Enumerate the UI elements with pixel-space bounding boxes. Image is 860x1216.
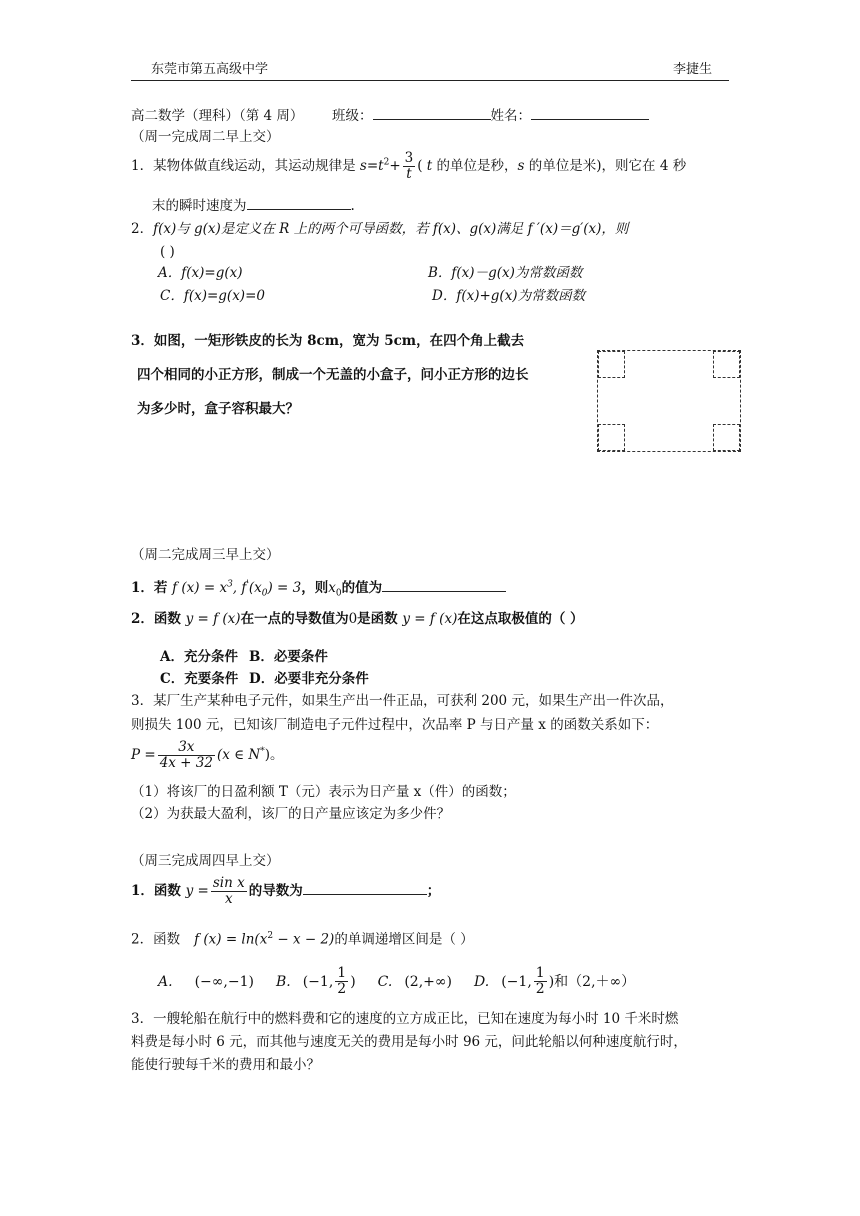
fraction-3x-over-4x32 [158,740,215,771]
q-number: 2． [131,221,154,237]
math-expr: y = f (x) [185,611,241,627]
day1-q2-option-a: A．f(x)=g(x) [158,265,243,281]
q-number: 1． [131,580,154,596]
q-text: 函数 [153,882,181,899]
corner-square-bl [598,424,625,451]
math-expr: f (x) = ln(x [194,931,268,948]
expr-part: ) = 3 [267,580,302,596]
q-text: 的导数为 [248,882,303,899]
corner-square-tr [713,351,740,378]
math-expr: − x − 2) [273,931,335,948]
q-text-2: 的单位是秒， [436,157,518,174]
day3-q3-line1: 3．一艘轮船在航行中的燃料费和它的速度的立方成正比，已知在速度为每小时 10 千米时燃 [131,1011,679,1027]
course-title: 高二数学（理科）（第 4 周） [131,108,304,124]
option-b-value: (−1, [302,973,334,990]
option-d-label: D. [474,973,490,990]
q-number: 2． [131,931,154,948]
day2-q3-sub2: （2）为获最大盈利，该厂的日产量应该定为多少件？ [131,806,451,822]
sheet-rectangle-diagram [597,350,741,452]
q-text: 末的瞬时速度为 [152,198,247,214]
exponent: 3 [227,579,233,590]
q-text: 函数 [153,931,181,948]
day3-q3-line3: 能使行驶每千米的费用和最小？ [131,1057,320,1073]
q-text: ，则 [301,580,329,596]
fraction-half [534,966,547,998]
day2-q3-sub1: （1）将该厂的日盈利额 T（元）表示为日产量 x（件）的函数； [131,784,516,800]
option-d-value: )和（2,＋∞） [548,973,636,990]
day1-q3-line3: 为多少时，盒子容积最大？ [137,401,299,417]
q-text: f(x)与 g(x)是定义在 R 上的两个可导函数，若 f(x)、g(x)满足 f ′(x)＝g′(x)，则 [153,221,629,237]
option-a-value: (−∞,−1) [194,973,254,990]
q-text: 在这点取极值的（ ） [457,611,584,627]
math-exponent: 2 [383,157,390,168]
q-text: 某物体做直线运动，其运动规律是 [153,157,356,174]
math-t: t [378,157,384,174]
day3-q2 [131,931,474,948]
period: . [350,198,355,214]
math-domain: (x ∈ N [216,746,261,763]
author-name: 李捷生 [673,62,713,77]
semicolon: ； [426,882,441,899]
expr-part: f (x) = x [172,580,228,596]
option-a-label: A. [158,973,173,990]
day1-q2-option-b: B．f(x)－g(x)为常数函数 [428,265,583,281]
math-p: P = [131,746,156,763]
frac-den: 2 [337,981,347,998]
frac-den: t [403,166,416,182]
q-number: 1． [131,157,154,174]
class-label: 班级： [332,108,373,124]
frac-num: 1 [535,965,545,981]
math-expr: y = f (x) [402,611,458,627]
q-text: 是函数 [357,611,398,627]
fraction-3-over-t [403,151,416,182]
paren: ) [264,746,271,763]
frac-num: 1 [337,965,347,981]
answer-blank[interactable] [247,196,351,210]
corner-square-br [713,424,740,451]
option-d-value: (−1, [501,973,532,990]
expr-part: (x [248,580,262,596]
day1-q1-line2 [152,196,355,215]
day2-q2-option-c: C．充要条件 [160,671,239,687]
q-text: 函数 [153,611,181,627]
header-rule [131,80,729,81]
q-text: 在一点的导数值为 [240,611,349,627]
name-label: 姓名： [490,108,532,124]
day1-q1-line1 [131,151,686,182]
day2-heading: （周二完成周三早上交） [131,547,280,563]
option-c-value: (2,+∞) [404,973,453,990]
var-t: t [426,157,433,174]
day1-q3-line1: 3．如图，一矩形铁皮的长为 8cm，宽为 5cm，在四个角上截去 [131,333,525,349]
answer-blank[interactable] [303,881,427,895]
name-blank[interactable] [531,106,649,120]
day3-q3-line2: 料费是每小时 6 元，而其他与速度无关的费用是每小时 96 元，问此轮船以何种速度航行时， [131,1034,687,1050]
day2-q3-formula [131,740,284,771]
school-name: 东莞市第五高级中学 [151,62,269,77]
q-text-3: 的单位是米)，则它在 4 秒 [528,157,687,174]
day1-q2-option-d: D．f(x)+g(x)为常数函数 [432,288,586,304]
frac-den: 4x + 32 [159,754,213,771]
day2-q1 [131,578,506,600]
class-blank[interactable] [373,106,491,120]
title-line [131,106,649,125]
day3-heading: （周三完成周四早上交） [131,853,280,869]
q-text: 的单调递增区间是（ ） [334,931,474,948]
period: 。 [270,746,284,763]
exponent: 2 [267,931,274,941]
fraction-sinx-over-x [211,876,247,907]
corner-square-tl [598,351,625,378]
day2-q2-option-a: A．充分条件 [160,649,238,665]
subscript: 0 [261,588,268,599]
fraction-half [335,966,348,998]
day1-q3-line2: 四个相同的小正方形，制成一个无盖的小盒子，问小正方形的边长 [137,367,529,383]
option-b-value: ) [350,973,356,990]
math-zero: 0 [348,611,358,627]
math-expr [172,579,302,599]
frac-num: 3x [178,739,195,755]
day2-q2 [131,611,584,628]
math-eq: = [366,157,379,174]
expr-part: , f [232,580,247,596]
option-c-label: C. [377,973,393,990]
day2-q3-line1: 3．某厂生产某种电子元件，如果生产出一件正品，可获利 200 元，如果生产出一件次品， [131,693,674,709]
day1-q2-paren: ( ) [160,244,175,260]
paren: ( [417,157,423,174]
prime: ' [246,579,249,590]
q-text: 若 [153,580,168,596]
q-number: 2． [131,611,154,627]
day3-q2-options [158,966,635,998]
frac-num: 3 [404,150,414,166]
q-text: 的值为 [341,580,383,596]
superscript-star: * [260,746,265,757]
subscript: 0 [335,588,342,599]
math-y: y = [185,882,209,899]
answer-blank[interactable] [382,578,506,592]
day2-q2-option-b: B．必要条件 [249,649,328,665]
day2-q2-option-d: D．必要非充分条件 [249,671,369,687]
q-number: 1． [131,882,154,899]
var-x: x [328,580,336,596]
day2-q3-line2: 则损失 100 元，已知该厂制造电子元件过程中，次品率 P 与日产量 x 的函数关系如下： [131,717,659,733]
var-s: s [517,157,525,174]
day1-heading: （周一完成周二早上交） [131,129,280,145]
frac-den: 2 [535,981,545,998]
frac-den: x [211,891,247,907]
option-b-label: B. [275,973,291,990]
day3-q1 [131,876,440,907]
day1-q2-text [131,221,628,238]
math-plus: + [389,157,401,174]
frac-num: sin x [212,875,245,891]
math-s: s [359,157,367,174]
day1-q2-option-c: C．f(x)=g(x)=0 [160,288,265,304]
